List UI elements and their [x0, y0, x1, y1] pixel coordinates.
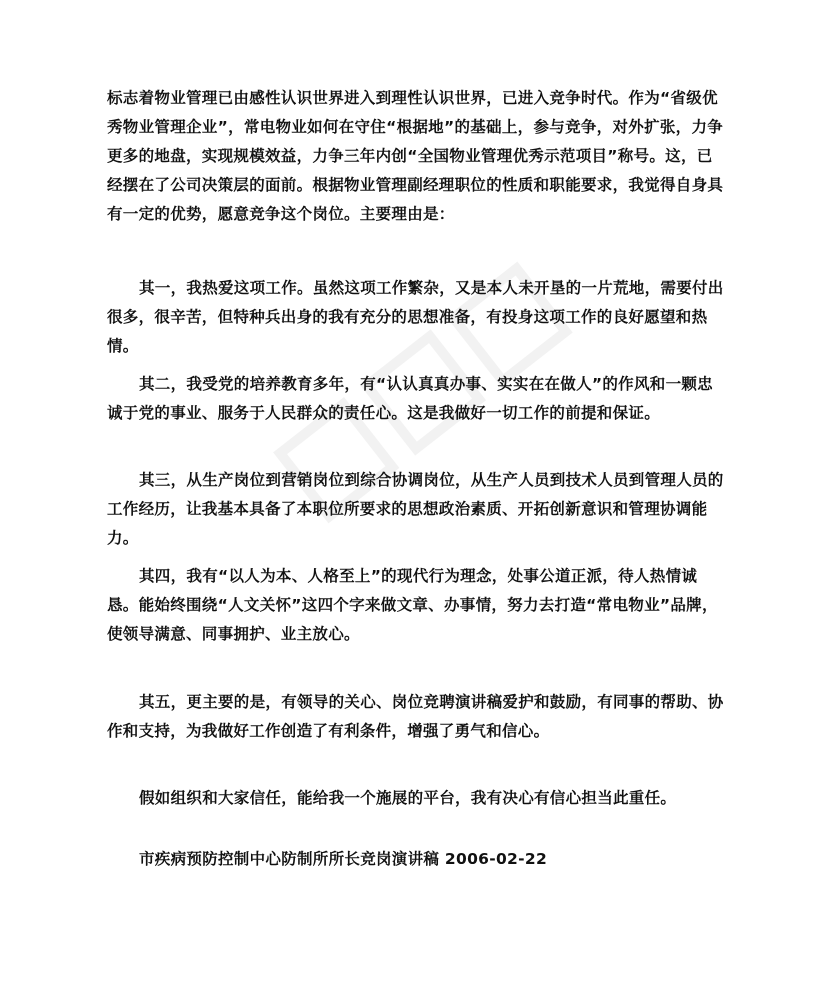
paragraph-reason-4: 其四，我有“以人为本、人格至上”的现代行为理念，处事公道正派，待人热情诚恳。能始终围绕“人文关怀”这四个字来做文章、办事情，努力去打造“常电物业”品牌，使领导满意、同事拥护、业主放心。 [107, 567, 718, 643]
paragraph-reason-5: 其五，更主要的是，有领导的关心、岗位竞聘演讲稿爱护和鼓励，有同事的帮助、协作和支持，为我做好工作创造了有利条件，增强了勇气和信心。 [107, 693, 724, 740]
paragraph-closing: 假如组织和大家信任，能给我一个施展的平台，我有决心有信心担当此重任。 [139, 789, 677, 807]
paragraph-intro: 标志着物业管理已由感性认识世界进入到理性认识世界，已进入竞争时代。作为“省级优秀物业管理企业”，常电物业如何在守住“根据地”的基础上，参与竞争，对外扩张，力争更多的地盘，实现规模效益，力争三年内创“全国物业管理优秀示范项目”称号。这，已经摆在了公司决策层的面前。根据物业管理副经理职位的性质和职能要求，我觉得自身具有一定的优势，愿意竞争这个岗位。主要理由是： [107, 89, 724, 223]
document-footer-title-date: 市疾病预防控制中心防制所所长竞岗演讲稿 2006-02-22 [139, 850, 548, 868]
paragraph-reason-1: 其一，我热爱这项工作。虽然这项工作繁杂，又是本人未开垦的一片荒地，需要付出很多，很辛苦，但特种兵出身的我有充分的思想准备，有投身这项工作的良好愿望和热情。 [107, 279, 724, 355]
paragraph-reason-3: 其三，从生产岗位到营销岗位到综合协调岗位，从生产人员到技术人员到管理人员的工作经历，让我基本具备了本职位所要求的思想政治素质、开拓创新意识和管理协调能力。 [107, 471, 724, 547]
paragraph-reason-2: 其二，我受党的培养教育多年，有“认认真真办事、实实在在做人”的作风和一颗忠诚于党的事业、服务于人民群众的责任心。这是我做好一切工作的前提和保证。 [107, 375, 713, 422]
